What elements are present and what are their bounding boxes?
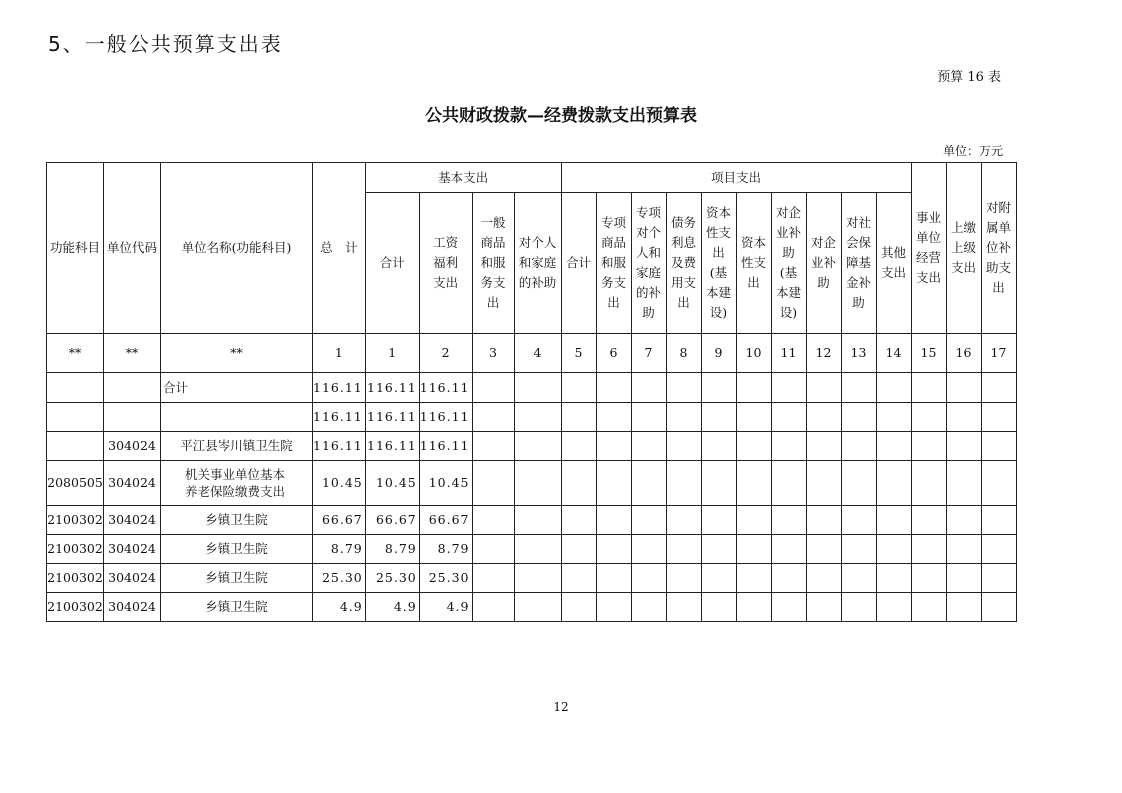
header-project-group: 项目支出 [561, 163, 911, 193]
table-row [47, 403, 1017, 432]
empty-cell [561, 593, 596, 622]
form-number: 预算 16 表 [937, 70, 1001, 85]
empty-cell [736, 403, 771, 432]
section-title: 5、一般公共预算支出表 [48, 32, 283, 56]
empty-cell [736, 593, 771, 622]
func-code-cell [47, 432, 104, 461]
empty-cell [841, 432, 876, 461]
empty-cell [841, 461, 876, 506]
empty-cell [631, 593, 666, 622]
budget-table [46, 162, 1017, 622]
empty-cell [701, 564, 736, 593]
empty-cell [472, 403, 514, 432]
code-cell: 1 [313, 334, 366, 373]
unit-code-cell: 304024 [104, 535, 161, 564]
header-proj-total: 合计 [561, 193, 596, 334]
func-code-cell: 2100302 [47, 535, 104, 564]
empty-cell [561, 403, 596, 432]
header-proj-capital: 资本性支出 [740, 235, 766, 290]
code-cell: ** [104, 334, 161, 373]
code-cell: 9 [701, 334, 736, 373]
empty-cell [631, 432, 666, 461]
empty-cell [841, 535, 876, 564]
empty-cell [876, 432, 911, 461]
salary-cell: 116.11 [419, 373, 472, 403]
empty-cell [701, 535, 736, 564]
empty-cell [876, 403, 911, 432]
empty-cell [911, 564, 946, 593]
header-proj-capital-build: 资本性支出(基本建设) [705, 205, 731, 320]
unit-code-cell: 304024 [104, 461, 161, 506]
empty-cell [876, 373, 911, 403]
basic-total-cell: 116.11 [365, 432, 419, 461]
empty-cell [514, 403, 561, 432]
empty-cell [911, 535, 946, 564]
empty-cell [631, 535, 666, 564]
document-title: 公共财政拨款—经费拨款支出预算表 [425, 106, 697, 126]
empty-cell [911, 432, 946, 461]
empty-cell [596, 461, 631, 506]
code-cell: 10 [736, 334, 771, 373]
code-cell: 7 [631, 334, 666, 373]
unit-code-cell: 304024 [104, 506, 161, 535]
code-cell: 17 [981, 334, 1016, 373]
empty-cell [561, 535, 596, 564]
empty-cell [701, 461, 736, 506]
empty-cell [701, 506, 736, 535]
empty-cell [514, 506, 561, 535]
empty-cell [771, 535, 806, 564]
empty-cell [596, 535, 631, 564]
empty-cell [841, 506, 876, 535]
code-cell: 16 [946, 334, 981, 373]
empty-cell [596, 506, 631, 535]
total-cell: 116.11 [313, 432, 366, 461]
header-unit-code: 单位代码 [104, 163, 161, 334]
header-biz-expense: 事业单位经营支出 [915, 210, 941, 285]
empty-cell [981, 506, 1016, 535]
empty-cell [472, 535, 514, 564]
empty-cell [666, 461, 701, 506]
table-row [47, 432, 1017, 461]
empty-cell [514, 535, 561, 564]
table-row [47, 564, 1017, 593]
empty-cell [876, 461, 911, 506]
empty-cell [631, 373, 666, 403]
empty-cell [946, 461, 981, 506]
empty-cell [472, 593, 514, 622]
empty-cell [596, 432, 631, 461]
empty-cell [946, 373, 981, 403]
code-cell: 4 [514, 334, 561, 373]
empty-cell [736, 373, 771, 403]
empty-cell [561, 432, 596, 461]
empty-cell [666, 535, 701, 564]
empty-cell [771, 461, 806, 506]
salary-cell: 4.9 [419, 593, 472, 622]
empty-cell [806, 506, 841, 535]
empty-cell [736, 461, 771, 506]
empty-cell [596, 373, 631, 403]
code-cell: 11 [771, 334, 806, 373]
salary-cell: 25.30 [419, 564, 472, 593]
total-cell: 66.67 [313, 506, 366, 535]
table-row [47, 373, 1017, 403]
empty-cell [911, 593, 946, 622]
unit-name-cell: 乡镇卫生院 [161, 535, 313, 564]
empty-cell [981, 432, 1016, 461]
empty-cell [514, 432, 561, 461]
salary-cell: 8.79 [419, 535, 472, 564]
header-proj-goods: 专项商品和服务支出 [600, 215, 626, 310]
empty-cell [701, 403, 736, 432]
unit-code-cell: 304024 [104, 564, 161, 593]
empty-cell [946, 535, 981, 564]
code-row [47, 334, 1017, 373]
unit-name-cell: 乡镇卫生院 [161, 564, 313, 593]
code-cell: 2 [419, 334, 472, 373]
header-total: 总 计 [313, 163, 366, 334]
header-basic-total: 合计 [365, 193, 419, 334]
header-proj-debt: 债务利息及费用支出 [670, 215, 696, 310]
empty-cell [736, 506, 771, 535]
header-proj-enterprise-build: 对企业补助(基本建设) [775, 205, 801, 320]
empty-cell [561, 564, 596, 593]
empty-cell [771, 593, 806, 622]
basic-total-cell: 25.30 [365, 564, 419, 593]
total-cell: 4.9 [313, 593, 366, 622]
header-func-code: 功能科目 [47, 163, 104, 334]
empty-cell [981, 403, 1016, 432]
code-cell: 1 [365, 334, 419, 373]
empty-cell [666, 432, 701, 461]
empty-cell [946, 403, 981, 432]
header-proj-social: 对社会保障基金补助 [845, 215, 871, 310]
empty-cell [771, 403, 806, 432]
basic-total-cell: 66.67 [365, 506, 419, 535]
empty-cell [736, 535, 771, 564]
empty-cell [701, 593, 736, 622]
empty-cell [472, 373, 514, 403]
empty-cell [631, 506, 666, 535]
table-row [47, 461, 1017, 506]
code-cell: 15 [911, 334, 946, 373]
header-proj-enterprise: 对企业补助 [810, 235, 836, 290]
empty-cell [841, 403, 876, 432]
basic-total-cell: 8.79 [365, 535, 419, 564]
header-unit-name: 单位名称(功能科目) [161, 163, 313, 334]
func-code-cell: 2080505 [47, 461, 104, 506]
empty-cell [596, 403, 631, 432]
header-basic-group: 基本支出 [365, 163, 561, 193]
func-code-cell [47, 373, 104, 403]
empty-cell [596, 593, 631, 622]
empty-cell [736, 564, 771, 593]
empty-cell [841, 564, 876, 593]
empty-cell [806, 535, 841, 564]
unit-name-cell: 合计 [161, 373, 313, 403]
empty-cell [981, 461, 1016, 506]
table-row [47, 506, 1017, 535]
empty-cell [841, 373, 876, 403]
empty-cell [472, 564, 514, 593]
code-cell: 6 [596, 334, 631, 373]
empty-cell [514, 461, 561, 506]
empty-cell [946, 432, 981, 461]
empty-cell [561, 461, 596, 506]
basic-total-cell: 116.11 [365, 373, 419, 403]
header-basic-salary: 工资福利支出 [433, 235, 459, 290]
empty-cell [771, 564, 806, 593]
empty-cell [472, 432, 514, 461]
empty-cell [514, 373, 561, 403]
empty-cell [981, 564, 1016, 593]
func-code-cell [47, 403, 104, 432]
empty-cell [876, 506, 911, 535]
unit-label: 单位：万元 [942, 144, 1003, 158]
empty-cell [514, 593, 561, 622]
empty-cell [911, 373, 946, 403]
header-proj-personal: 专项对个人和家庭的补助 [635, 205, 661, 320]
empty-cell [701, 432, 736, 461]
code-cell: 14 [876, 334, 911, 373]
empty-cell [771, 432, 806, 461]
empty-cell [981, 593, 1016, 622]
code-cell: 8 [666, 334, 701, 373]
empty-cell [666, 564, 701, 593]
total-cell: 116.11 [313, 373, 366, 403]
empty-cell [701, 373, 736, 403]
empty-cell [666, 593, 701, 622]
empty-cell [981, 535, 1016, 564]
table-row [47, 593, 1017, 622]
code-cell: ** [47, 334, 104, 373]
table-body [47, 373, 1017, 622]
empty-cell [946, 506, 981, 535]
empty-cell [472, 506, 514, 535]
empty-cell [911, 506, 946, 535]
empty-cell [876, 593, 911, 622]
page-number: 12 [553, 700, 569, 714]
empty-cell [596, 564, 631, 593]
unit-name-cell: 乡镇卫生院 [161, 506, 313, 535]
table-row [47, 535, 1017, 564]
unit-code-cell [104, 373, 161, 403]
empty-cell [806, 432, 841, 461]
unit-name-cell: 机关事业单位基本养老保险缴费支出 [161, 461, 313, 506]
empty-cell [771, 373, 806, 403]
empty-cell [631, 461, 666, 506]
header-proj-other: 其他支出 [880, 245, 906, 280]
empty-cell [911, 461, 946, 506]
empty-cell [631, 403, 666, 432]
empty-cell [771, 506, 806, 535]
total-cell: 116.11 [313, 403, 366, 432]
empty-cell [981, 373, 1016, 403]
func-code-cell: 2100302 [47, 506, 104, 535]
salary-cell: 116.11 [419, 432, 472, 461]
empty-cell [841, 593, 876, 622]
empty-cell [736, 432, 771, 461]
empty-cell [806, 403, 841, 432]
unit-name-cell [161, 403, 313, 432]
empty-cell [946, 564, 981, 593]
code-cell: 13 [841, 334, 876, 373]
empty-cell [631, 564, 666, 593]
total-cell: 25.30 [313, 564, 366, 593]
empty-cell [561, 373, 596, 403]
empty-cell [561, 506, 596, 535]
empty-cell [946, 593, 981, 622]
header-basic-personal: 对个人和家庭的补助 [518, 235, 557, 290]
header-basic-goods: 一般商品和服务支出 [480, 215, 506, 310]
code-cell: 5 [561, 334, 596, 373]
func-code-cell: 2100302 [47, 564, 104, 593]
empty-cell [666, 506, 701, 535]
empty-cell [472, 461, 514, 506]
basic-total-cell: 10.45 [365, 461, 419, 506]
total-cell: 8.79 [313, 535, 366, 564]
unit-name-cell: 平江县岑川镇卫生院 [161, 432, 313, 461]
empty-cell [666, 403, 701, 432]
empty-cell [876, 535, 911, 564]
salary-cell: 116.11 [419, 403, 472, 432]
basic-total-cell: 116.11 [365, 403, 419, 432]
total-cell: 10.45 [313, 461, 366, 506]
func-code-cell: 2100302 [47, 593, 104, 622]
code-cell: 12 [806, 334, 841, 373]
unit-code-cell: 304024 [104, 593, 161, 622]
empty-cell [806, 461, 841, 506]
salary-cell: 10.45 [419, 461, 472, 506]
salary-cell: 66.67 [419, 506, 472, 535]
header-subsidiary: 对附属单位补助支出 [985, 200, 1011, 295]
empty-cell [806, 593, 841, 622]
empty-cell [876, 564, 911, 593]
empty-cell [911, 403, 946, 432]
basic-total-cell: 4.9 [365, 593, 419, 622]
unit-name-cell: 乡镇卫生院 [161, 593, 313, 622]
code-cell: ** [161, 334, 313, 373]
empty-cell [666, 373, 701, 403]
header-upper-pay: 上缴上级支出 [950, 220, 976, 275]
code-cell: 3 [472, 334, 514, 373]
unit-code-cell: 304024 [104, 432, 161, 461]
empty-cell [806, 373, 841, 403]
empty-cell [806, 564, 841, 593]
unit-code-cell [104, 403, 161, 432]
empty-cell [514, 564, 561, 593]
